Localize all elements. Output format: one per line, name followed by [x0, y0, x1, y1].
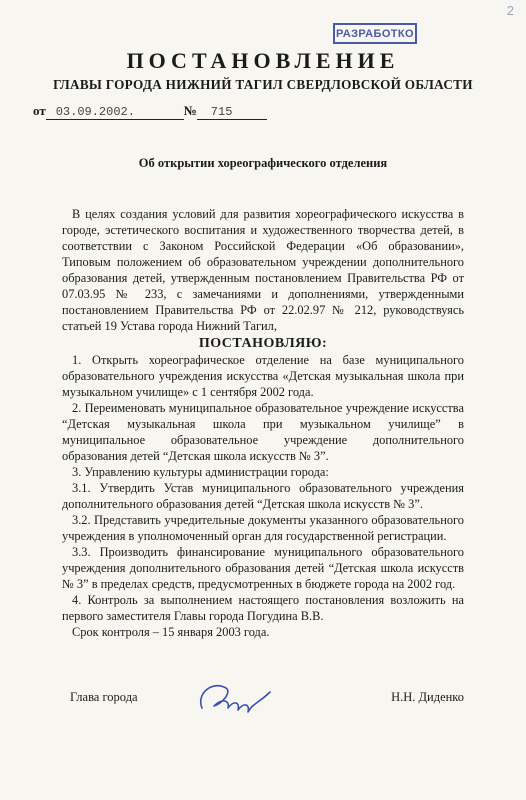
item-1: 1. Открыть хореографическое отделение на базе муниципального образовательного учреждения искусства «Детская музыкальная школа при музыкальном училище» с 1 сентября 2002 года. — [62, 353, 464, 399]
dateline — [33, 103, 267, 120]
document-heading: Об открытии хореографического отделения — [138, 156, 388, 170]
handwritten-signature — [192, 674, 282, 722]
signer-name: Н.Н. Диденко — [391, 690, 464, 704]
item-3: 3. Управлению культуры администрации города: — [72, 465, 329, 479]
intro-paragraph: В целях создания условий для развития хореографического искусства в городе, эстетического воспитания и художественного творчества детей, в соответствии с Законом Российской Федерации «Об образовании», Типовым положением об образовательном учреждении дополнительного образования детей, утвержденным постановлением Правительства РФ от 07.03.95 № 233, с замечаниями и дополнениями, утвержденными постановлением Правительства РФ от 22.02.97 № 212, руководствуясь статьей 19 Устава города Нижний Тагил, — [62, 207, 464, 333]
item-3-1: 3.1. Утвердить Устав муниципального образовательного учреждения дополнительного образования детей “Детская школа искусств № 3”. — [62, 481, 464, 511]
document-subtitle: ГЛАВЫ ГОРОДА НИЖНИЙ ТАГИЛ СВЕРДЛОВСКОЙ ОБЛАСТИ — [53, 77, 473, 92]
document-number: 715 — [197, 105, 267, 120]
item-2: 2. Переименовать муниципальное образовательное учреждение искусства “Детская музыкальная школа при музыкальном училище” в муниципальное образовательное учреждение дополнительного образования детей “Детская школа искусств № 3”. — [62, 401, 464, 463]
item-3-2: 3.2. Представить учредительные документы указанного образовательного учреждения в уполномоченный орган для государственной регистрации. — [62, 513, 464, 543]
control-deadline: Срок контроля – 15 января 2003 года. — [72, 625, 270, 639]
number-label: № — [183, 103, 197, 118]
item-3-3: 3.3. Производить финансирование муниципального образовательного учреждения дополнительного образования детей “Детская школа искусств № 3” в пределах средств, предусмотренных в бюджете города на 2002 год. — [62, 545, 464, 591]
signer-position: Глава города — [70, 690, 138, 704]
date-from-label: от — [33, 103, 46, 118]
signature-block — [62, 690, 464, 740]
document-title: ПОСТАНОВЛЕНИЕ — [126, 48, 400, 73]
resolve-heading: ПОСТАНОВЛЯЮ: — [198, 336, 328, 351]
page-corner-mark: 2 — [506, 3, 514, 18]
registration-stamp: РАЗРАБОТКО — [333, 23, 417, 44]
document-date: 03.09.2002. — [46, 105, 184, 120]
document-body — [62, 206, 464, 640]
item-4: 4. Контроль за выполнением настоящего постановления возложить на первого заместителя Главы города Погудина В.В. — [62, 593, 464, 623]
